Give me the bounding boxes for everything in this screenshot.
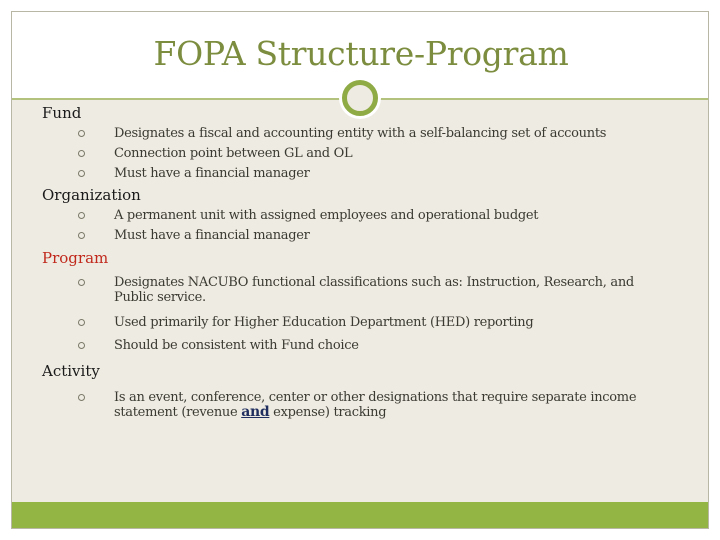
bullet-icon (78, 212, 85, 219)
list-item: Connection point between GL and OL (114, 146, 353, 161)
list-item: A permanent unit with assigned employees and operational budget (114, 208, 539, 223)
bullet-icon (78, 394, 85, 401)
bullet-icon (78, 232, 85, 239)
ring-icon (342, 80, 378, 116)
bullet-icon (78, 150, 85, 157)
slide (11, 11, 709, 529)
list-item: Designates NACUBO functional classifications such as: Instruction, Research, and Public service. (114, 275, 634, 305)
bullet-icon (78, 170, 85, 177)
bullet-icon (78, 130, 85, 137)
list-item: Designates a fiscal and accounting entity with a self-balancing set of accounts (114, 126, 607, 141)
list-item: Must have a financial manager (114, 166, 310, 181)
list-item: Should be consistent with Fund choice (114, 338, 359, 353)
list-item: Must have a financial manager (114, 228, 310, 243)
list-item: Used primarily for Higher Education Department (HED) reporting (114, 315, 534, 330)
section-heading-fund: Fund (42, 104, 82, 122)
slide-title: FOPA Structure-Program (153, 34, 569, 73)
footer-bar (12, 502, 709, 529)
section-heading-activity: Activity (42, 362, 100, 380)
section-heading-program: Program (42, 249, 109, 267)
bullet-icon (78, 279, 85, 286)
list-item-text: Is an event, conference, center or other designations that require separate income statement (revenue (114, 390, 637, 420)
list-item-text: expense) tracking (269, 405, 387, 420)
section-heading-organization: Organization (42, 186, 141, 204)
list-item (114, 390, 674, 420)
bullet-icon (78, 342, 85, 349)
bullet-icon (78, 319, 85, 326)
emphasis-text: and (241, 404, 270, 420)
